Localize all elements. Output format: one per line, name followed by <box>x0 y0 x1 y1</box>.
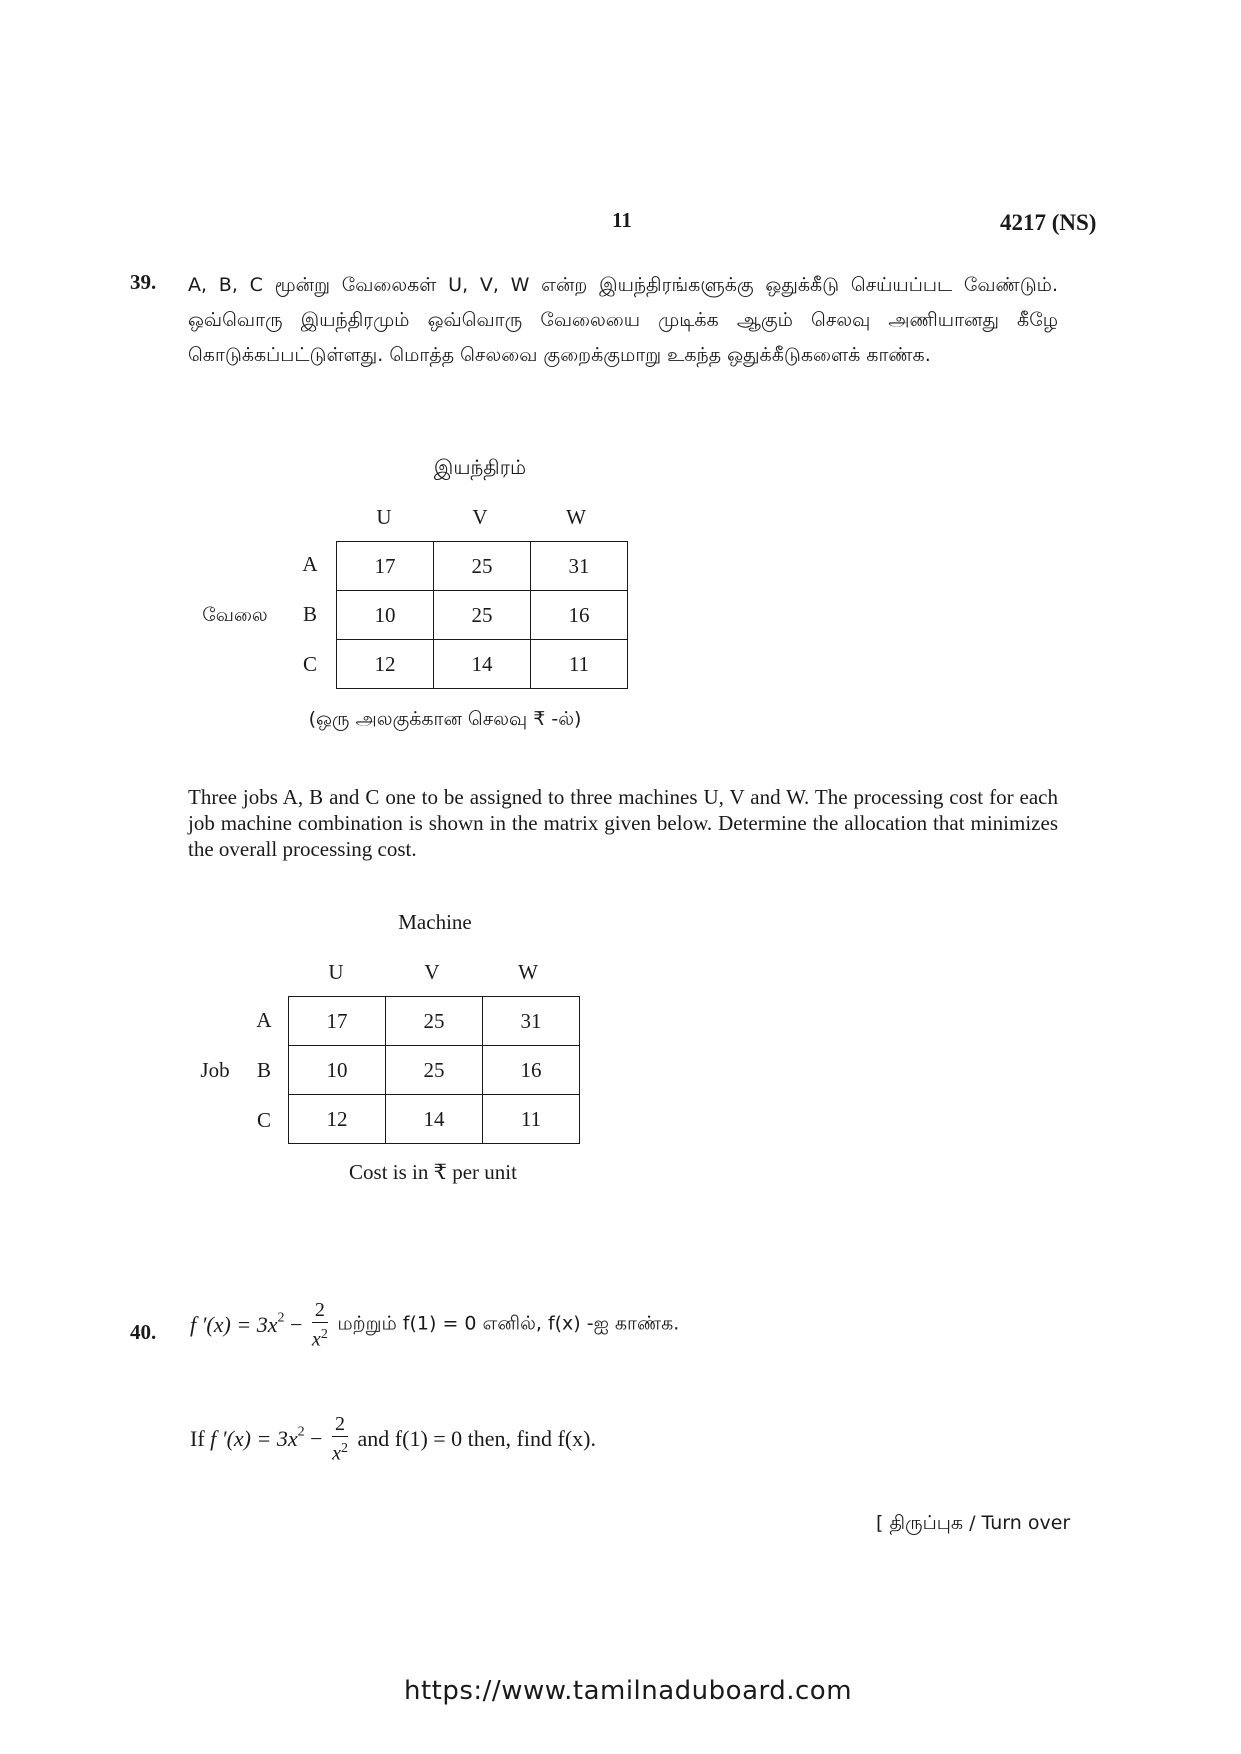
table-row <box>337 640 628 689</box>
equation-rest: மற்றும் f(1) = 0 எனில், f(x) -ஐ காண்க. <box>337 1312 680 1335</box>
tamil-table-caption: (ஒரு அலகுக்கான செலவு ₹ -ல்) <box>308 708 582 730</box>
english-row-header-a: A <box>256 1008 272 1032</box>
equation-fraction <box>332 1412 348 1466</box>
matrix-cell: 31 <box>531 542 628 591</box>
tamil-table-title: இயந்திரம் <box>433 455 527 479</box>
fraction-numerator: 2 <box>332 1412 348 1437</box>
fraction-numerator: 2 <box>312 1298 328 1323</box>
matrix-cell: 11 <box>483 1095 580 1144</box>
fraction-denominator-exponent: 2 <box>340 1441 348 1456</box>
matrix-cell: 25 <box>434 542 531 591</box>
table-row <box>289 1046 580 1095</box>
equation-rest: and f(1) = 0 then, find f(x). <box>357 1425 596 1451</box>
question-40-english-equation <box>190 1412 596 1466</box>
fraction-denominator: x <box>332 1442 341 1465</box>
matrix-cell: 14 <box>386 1095 483 1144</box>
matrix-cell: 12 <box>289 1095 386 1144</box>
equation-exponent: 2 <box>277 1310 285 1326</box>
tamil-cost-matrix <box>336 541 628 689</box>
english-row-header-c: C <box>256 1108 271 1132</box>
matrix-cell: 10 <box>337 591 434 640</box>
equation-fraction <box>312 1298 328 1352</box>
page-number: 11 <box>612 208 632 232</box>
equation-minus: − <box>289 1311 303 1337</box>
matrix-cell: 16 <box>531 591 628 640</box>
matrix-cell: 12 <box>337 640 434 689</box>
question-40-number: 40. <box>130 1320 157 1344</box>
english-row-header-b: B <box>256 1058 271 1082</box>
tamil-col-header-v: V <box>472 505 488 529</box>
equation-exponent: 2 <box>297 1424 305 1440</box>
turn-over-note: [ திருப்புக / Turn over <box>876 1512 1071 1534</box>
matrix-cell: 10 <box>289 1046 386 1095</box>
english-col-header-u: U <box>328 960 344 984</box>
question-40-tamil-equation <box>190 1298 679 1352</box>
english-col-header-v: V <box>424 960 440 984</box>
matrix-cell: 25 <box>386 997 483 1046</box>
tamil-side-label: வேலை <box>202 604 268 626</box>
source-url-link[interactable]: https://www.tamilnaduboard.com <box>404 1676 853 1706</box>
equation-prefix: If <box>190 1425 205 1451</box>
tamil-col-header-u: U <box>376 505 392 529</box>
matrix-cell: 25 <box>434 591 531 640</box>
matrix-cell: 11 <box>531 640 628 689</box>
matrix-cell: 14 <box>434 640 531 689</box>
table-row <box>337 591 628 640</box>
matrix-cell: 17 <box>289 997 386 1046</box>
matrix-cell: 31 <box>483 997 580 1046</box>
english-cost-matrix <box>288 996 580 1144</box>
equation-lhs: f ′(x) = 3x <box>210 1425 298 1451</box>
table-row <box>289 1095 580 1144</box>
paper-code: 4217 (NS) <box>1000 210 1097 235</box>
equation-lhs: f ′(x) = 3x <box>190 1311 278 1337</box>
fraction-denominator-exponent: 2 <box>320 1327 328 1342</box>
tamil-row-header-b: B <box>302 602 317 626</box>
matrix-cell: 16 <box>483 1046 580 1095</box>
matrix-cell: 17 <box>337 542 434 591</box>
fraction-denominator: x <box>311 1328 321 1351</box>
english-side-label: Job <box>200 1058 230 1082</box>
english-col-header-w: W <box>518 960 538 984</box>
tamil-col-header-w: W <box>566 505 586 529</box>
equation-minus: − <box>310 1425 323 1451</box>
question-39-english-text: Three jobs A, B and C one to be assigned to three machines U, V and W. The processing cost for each job machine combination is shown in the matrix given below. Determine the allocation that minimizes the overall processing cost. <box>188 785 1058 861</box>
tamil-row-header-a: A <box>302 552 318 576</box>
table-row <box>337 542 628 591</box>
tamil-row-header-c: C <box>302 652 317 676</box>
table-row <box>289 997 580 1046</box>
question-39-number: 39. <box>130 270 157 294</box>
question-39-tamil-text: A, B, C மூன்று வேலைகள் U, V, W என்ற இயந்திரங்களுக்கு ஒதுக்கீடு செய்யப்பட வேண்டும். ஒவ்வொரு இயந்திரமும் ஒவ்வொரு வேலையை முடிக்க ஆகும் செலவு அணியானது கீழே கொடுக்கப்பட்டுள்ளது. மொத்த செலவை குறைக்குமாறு உகந்த ஒதுக்கீடுகளைக் காண்க. <box>188 274 1058 366</box>
english-table-title: Machine <box>398 910 472 934</box>
english-table-caption: Cost is in ₹ per unit <box>349 1160 517 1184</box>
matrix-cell: 25 <box>386 1046 483 1095</box>
